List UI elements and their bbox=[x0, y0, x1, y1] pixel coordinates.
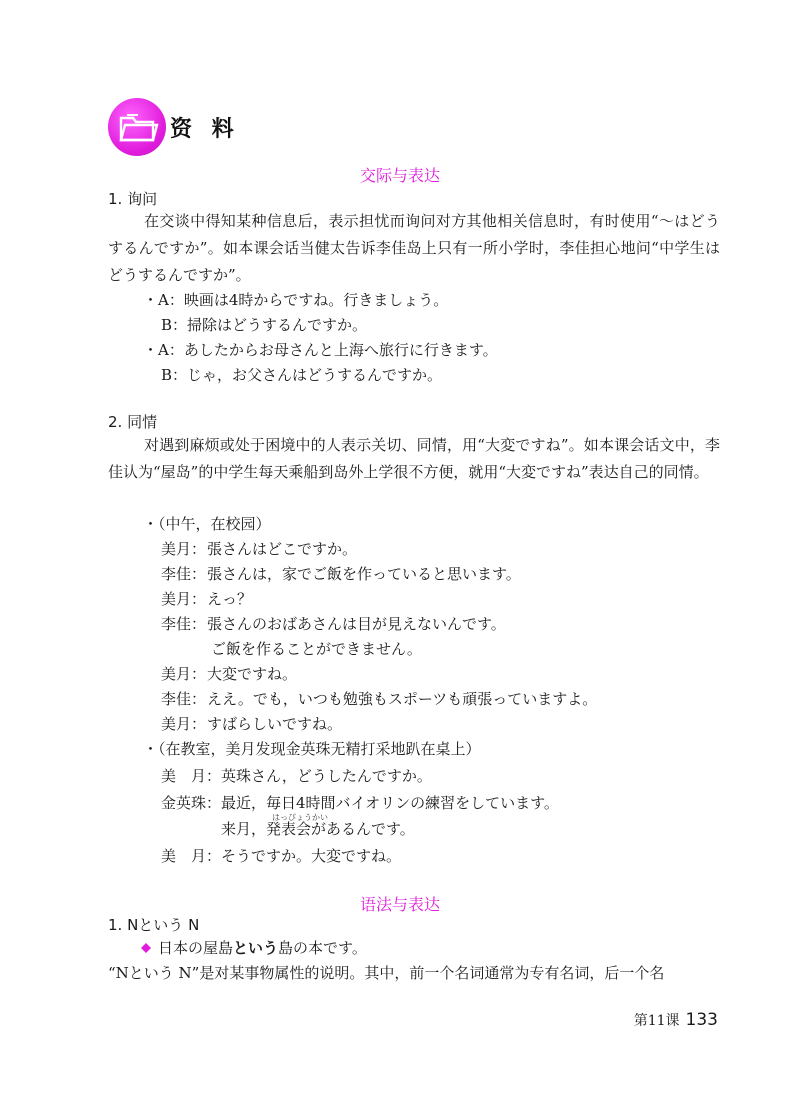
lesson-label: 第11课 bbox=[633, 1013, 680, 1029]
dialog-speaker: 美月： bbox=[161, 540, 207, 558]
dialog-speaker: 李佳： bbox=[161, 690, 207, 708]
dialog-text: 英珠さん，どうしたんですか。 bbox=[221, 767, 432, 785]
dialog-speaker: 美月： bbox=[161, 665, 207, 683]
grammar-example bbox=[158, 937, 367, 959]
dialog-text: そうですか。大変ですね。 bbox=[221, 847, 402, 865]
dialog-speaker: 金英珠： bbox=[161, 794, 222, 812]
dialog-scene: ・（中午，在校园） bbox=[143, 515, 271, 533]
paragraph-sympathy: 对遇到麻烦或处于困境中的人表示关切、同情，用“大変ですね”。如本课会话文中，李佳认为“屋岛”的中学生每天乘船到岛外上学很不方便，就用“大変ですね”表达自己的同情。 bbox=[108, 436, 720, 481]
dialog-text: 張さんは，家でご飯を作っていると思います。 bbox=[207, 565, 521, 583]
dialog-speaker: 美 月： bbox=[161, 767, 222, 785]
example-line: ・A：あしたからお母さんと上海へ旅行に行きます。 bbox=[143, 341, 498, 359]
dialog-text: えっ？ bbox=[207, 590, 253, 608]
dialog-speaker: 李佳： bbox=[161, 565, 207, 583]
dialog-speaker: 李佳： bbox=[161, 615, 207, 633]
grammar-example-key: という bbox=[233, 939, 279, 957]
section-title-grammar: 语法与表达 bbox=[359, 895, 440, 914]
diamond-bullet-icon bbox=[141, 943, 151, 953]
grammar-example-pre: 日本の屋島 bbox=[158, 939, 234, 957]
heading-inquiry: 1. 询问 bbox=[108, 190, 158, 208]
paragraph-inquiry: 在交谈中得知某种信息后，表示担忧而询问对方其他相关信息时，有时使用“〜はどうするんですか”。如本课会话当健太告诉李佳岛上只有一所小学时，李佳担心地问“中学生はどうするんですか”。 bbox=[108, 212, 720, 284]
section-title-communication: 交际与表达 bbox=[359, 166, 440, 185]
dialog-speaker: 美月： bbox=[161, 590, 207, 608]
dialog-text: ええ。でも，いつも勉強もスポーツも頑張っていますよ。 bbox=[207, 690, 598, 708]
paragraph-grammar: “Nという N”是对某事物属性的说明。其中，前一个名词通常为专有名词，后一个名 bbox=[108, 964, 665, 982]
dialog-text: 来月，発表会があるんです。 bbox=[221, 820, 415, 838]
example-line: ・A：映画は4時からですね。行きましょう。 bbox=[143, 291, 449, 309]
dialog-text: 張さんはどこですか。 bbox=[207, 540, 358, 558]
folder-icon bbox=[108, 98, 166, 156]
dialog-text: 張さんのおばあさんは目が見えないんです。 bbox=[207, 615, 506, 633]
dialog-speaker: 美月： bbox=[161, 715, 207, 733]
ruby-annotation: はっぴょうかい bbox=[272, 813, 328, 822]
page-number: 133 bbox=[685, 1010, 718, 1030]
dialog-text: ご飯を作ることができません。 bbox=[211, 640, 422, 658]
heading-grammar-item: 1. Nという N bbox=[108, 916, 200, 934]
page-footer bbox=[634, 1010, 718, 1030]
example-line: B：掃除はどうするんですか。 bbox=[161, 316, 368, 334]
dialog-text: すばらしいですね。 bbox=[207, 715, 343, 733]
heading-sympathy: 2. 同情 bbox=[108, 413, 158, 431]
dialog-speaker: 美 月： bbox=[161, 847, 222, 865]
dialog-text: 最近，毎日4時間バイオリンの練習をしています。 bbox=[221, 794, 559, 812]
dialog-scene: ・（在教室，美月发现金英珠无精打采地趴在桌上） bbox=[143, 740, 481, 758]
grammar-example-post: 島の本です。 bbox=[278, 939, 367, 957]
header-title: 资 料 bbox=[170, 117, 240, 142]
example-line: B：じゃ，お父さんはどうするんですか。 bbox=[161, 366, 443, 384]
dialog-text: 大変ですね。 bbox=[207, 665, 298, 683]
